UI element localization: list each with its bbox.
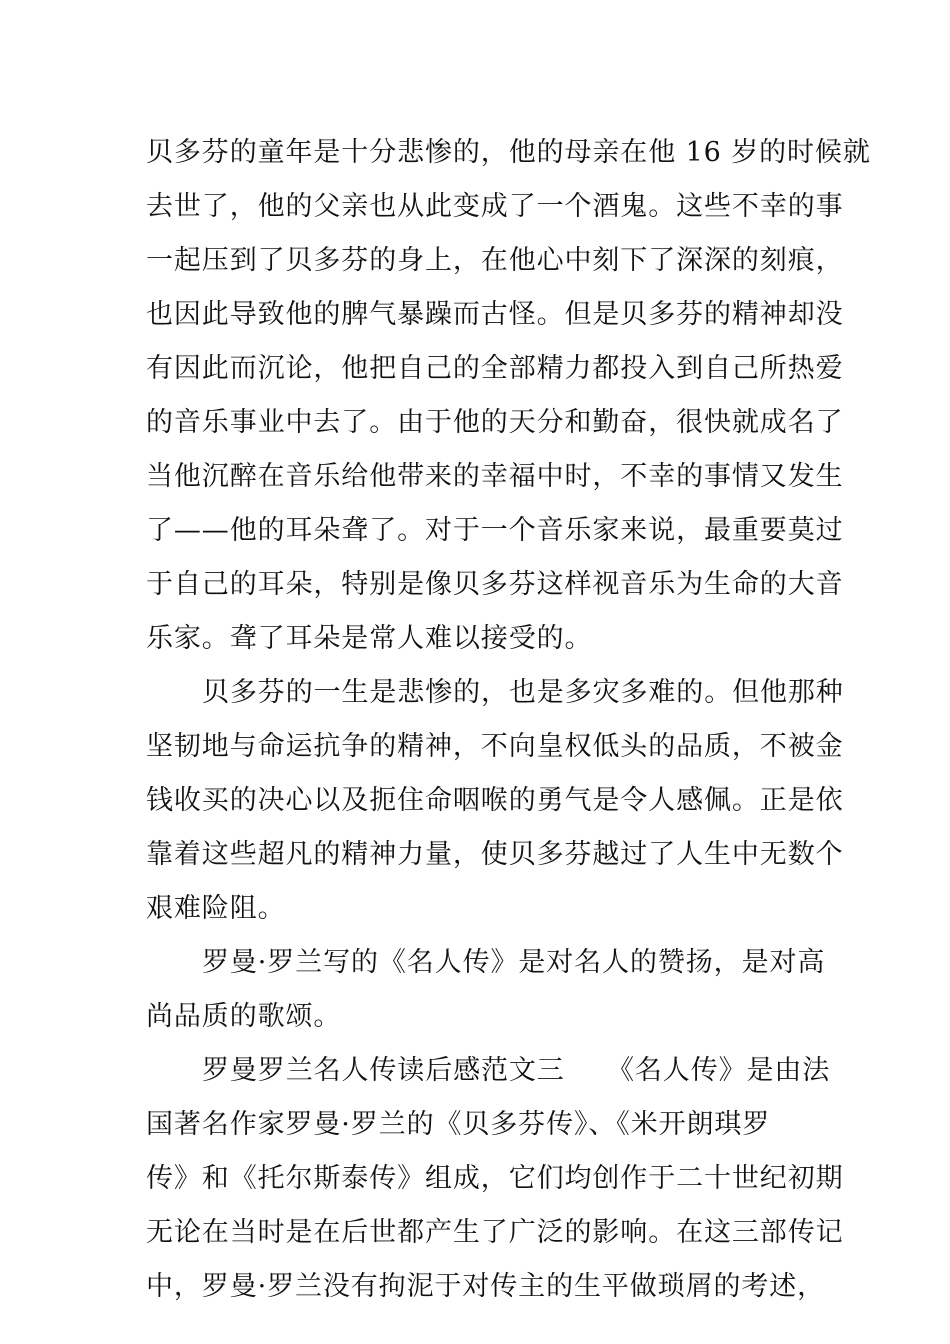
text-line: 无论在当时是在后世都产生了广泛的影响。在这三部传记: [146, 1217, 844, 1248]
paragraph-start-line: 罗曼·罗兰写的《名人传》是对名人的赞扬，是对高: [202, 947, 826, 978]
body-text: [146, 126, 871, 1314]
text-line: 乐家。聋了耳朵是常人难以接受的。: [146, 623, 593, 654]
text-line: 有因此而沉论，他把自己的全部精力都投入到自己所热爱: [146, 353, 844, 384]
text-line: 于自己的耳朵，特别是像贝多芬这样视音乐为生命的大音: [146, 569, 844, 600]
text-line: 国著名作家罗曼·罗兰的《贝多芬传》、《米开朗琪罗: [146, 1109, 771, 1140]
text-line: 也因此导致他的脾气暴躁而古怪。但是贝多芬的精神却没: [146, 299, 844, 330]
text-line: 的音乐事业中去了。由于他的天分和勤奋，很快就成名了: [146, 407, 844, 438]
text-line: 尚品质的歌颂。: [146, 1001, 342, 1032]
text-line: 坚韧地与命运抗争的精神，不向皇权低头的品质，不被金: [146, 731, 844, 762]
paragraph-start-line: 贝多芬的一生是悲惨的，也是多灾多难的。但他那种: [202, 677, 844, 708]
text-line: 传》和《托尔斯泰传》组成，它们均创作于二十世纪初期: [146, 1163, 844, 1194]
text-line: 去世了，他的父亲也从此变成了一个酒鬼。这些不幸的事: [146, 191, 844, 222]
text-line: 中，罗曼·罗兰没有拘泥于对传主的生平做琐屑的考述，: [146, 1271, 826, 1302]
text-line: 靠着这些超凡的精神力量，使贝多芬越过了人生中无数个: [146, 839, 844, 870]
text-line: 钱收买的决心以及扼住命咽喉的勇气是令人感佩。正是依: [146, 785, 844, 816]
text-line: 当他沉醉在音乐给他带来的幸福中时，不幸的事情又发生: [146, 461, 844, 492]
text-line: 了——他的耳朵聋了。对于一个音乐家来说，最重要莫过: [146, 515, 844, 546]
text-line: 贝多芬的童年是十分悲惨的，他的母亲在他 16 岁的时候就: [146, 137, 871, 168]
text-line: 一起压到了贝多芬的身上，在他心中刻下了深深的刻痕，: [146, 245, 844, 276]
paragraph-start-line: 罗曼罗兰名人传读后感范文三 《名人传》是由法: [202, 1055, 831, 1086]
text-line: 艰难险阻。: [146, 893, 286, 924]
